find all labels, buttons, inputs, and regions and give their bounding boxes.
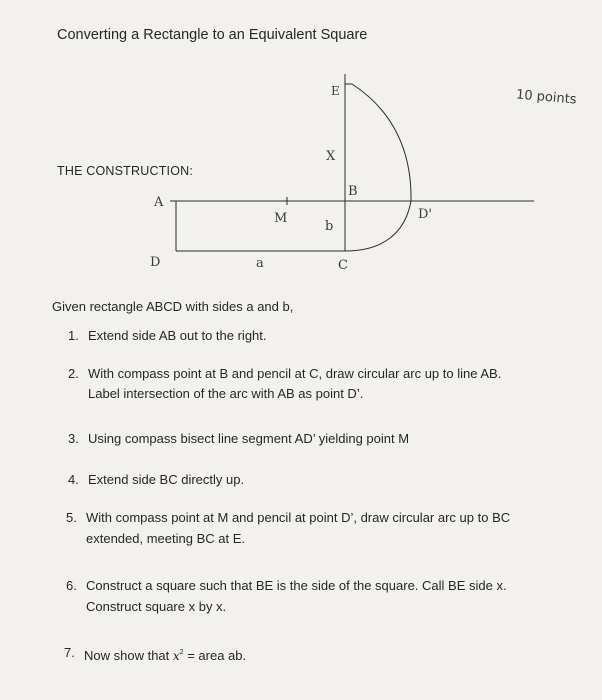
step-text: Construct a square such that BE is the side of the square. Call BE side x. [86,578,507,593]
step-text-line2: Construct square x by x. [86,599,227,614]
label-c: C [338,258,348,273]
step-number: 6. [66,578,77,593]
step-text-line2: extended, meeting BC at E. [86,531,245,546]
construction-label: THE CONSTRUCTION: [57,164,194,178]
label-a-lower: a [256,256,264,271]
label-b-upper: B [348,184,358,199]
label-b-lower: b [325,219,334,234]
step7-variable: x [172,649,180,663]
step-number: 3. [68,431,79,446]
label-e: E [331,84,340,98]
points-note: 10 points [515,87,578,108]
given-text: Given rectangle ABCD with sides a and b, [52,299,294,314]
step-text-line2: Label intersection of the arc with AB as point D’. [88,386,364,401]
step-text [84,643,246,666]
label-m: M [274,211,288,226]
step-text: Extend side AB out to the right. [88,328,267,343]
label-x: X [326,149,336,164]
step7-suffix: = area ab. [187,648,247,663]
step-text: Extend side BC directly up. [88,472,245,487]
step-number: 1. [68,328,79,343]
step-number: 2. [68,366,79,381]
step-text: With compass point at M and pencil at point D’, draw circular arc up to BC [86,510,511,525]
label-a-upper: A [154,195,164,210]
label-d: D [150,255,161,270]
step7-exponent: 2 [179,649,184,656]
step-number: 4. [68,472,79,487]
step-number: 5. [66,510,77,525]
arc-c-to-dprime [345,201,411,251]
arc-dprime-to-e [352,84,411,201]
page-title: Converting a Rectangle to an Equivalent Square [57,27,368,43]
step7-prefix: Now show that [84,648,170,663]
step-text: Using compass bisect line segment AD’ yielding point M [88,431,410,446]
label-d-prime: D' [418,207,432,222]
step-text: With compass point at B and pencil at C, draw circular arc up to line AB. [88,366,502,381]
step-number: 7. [64,645,75,660]
